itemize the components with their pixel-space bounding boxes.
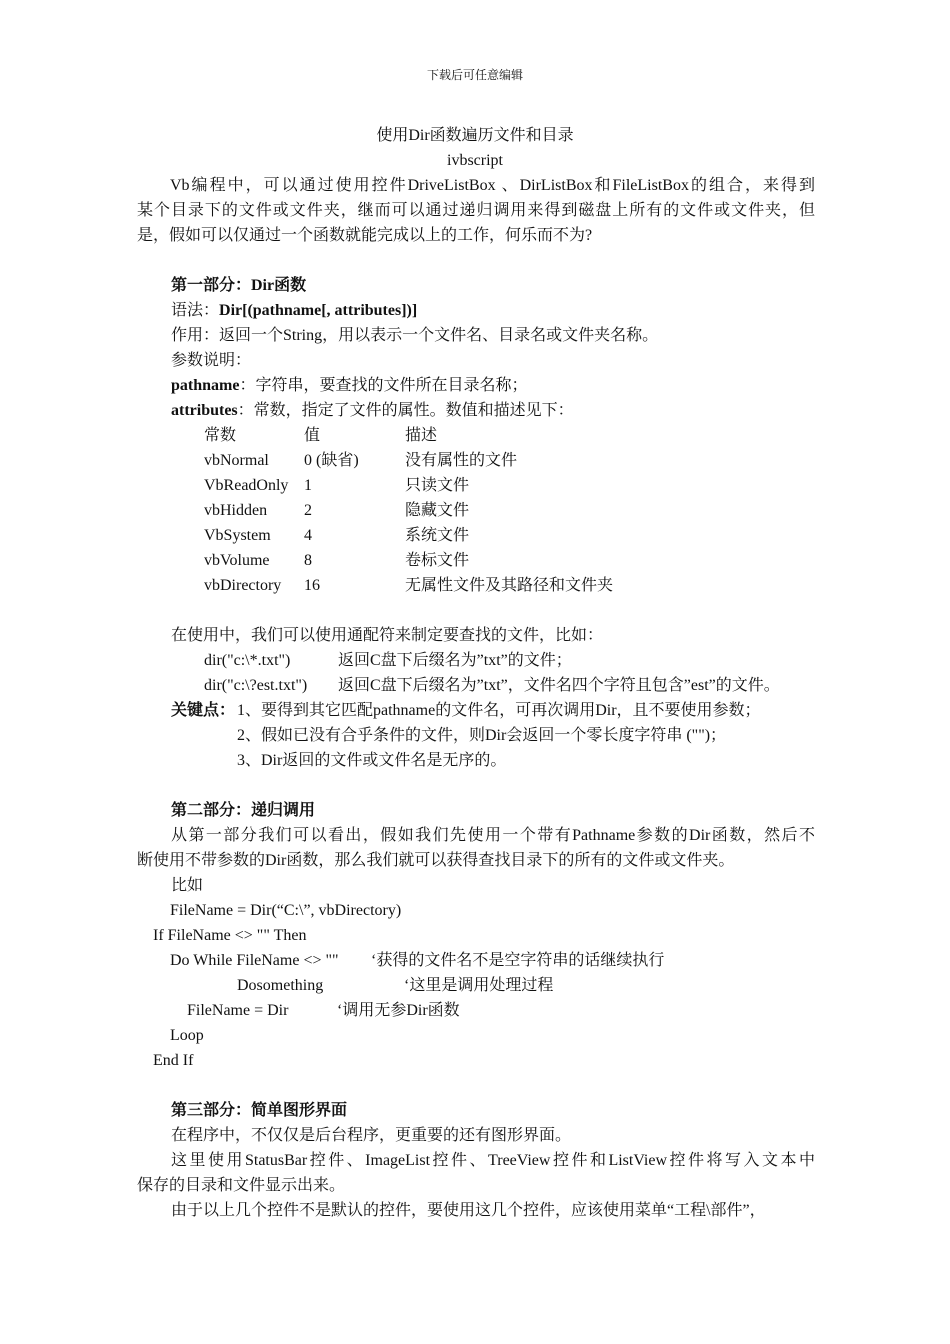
purpose-line: 作用：返回一个String，用以表示一个文件名、目录名或文件夹名称。 bbox=[171, 327, 659, 344]
example-label: 比如 bbox=[171, 877, 204, 894]
part3-paragraph-3: 由于以上几个控件不是默认的控件，要使用这几个控件，应该使用菜单“工程\部件”， bbox=[171, 1202, 766, 1219]
part2-paragraph-line-2: 断使用不带参数的Dir函数，那么我们就可以获得查找目录下的所有的文件或文件夹。 bbox=[137, 852, 735, 869]
part3-paragraph-2-line-2: 保存的目录和文件显示出来。 bbox=[137, 1177, 346, 1194]
syntax-value: Dir[(pathname[, attributes])] bbox=[219, 302, 418, 319]
key-point-label: 关键点： bbox=[171, 702, 236, 719]
part3-heading: 第三部分：简单图形界面 bbox=[171, 1102, 348, 1119]
table-header-constant: 常数 bbox=[204, 427, 237, 444]
code-line: End If bbox=[153, 1052, 194, 1069]
document-title: 使用Dir函数遍历文件和目录 bbox=[376, 127, 574, 144]
usage-line: 在使用中，我们可以使用通配符来制定要查找的文件，比如： bbox=[171, 627, 604, 644]
key-point-3: 3、Dir返回的文件或文件名是无序的。 bbox=[237, 752, 507, 769]
intro-line-3: 是，假如可以仅通过一个函数就能完成以上的工作，何乐而不为? bbox=[137, 227, 593, 244]
code-line: If FileName <> "" Then bbox=[153, 927, 307, 944]
intro-line-2: 某个目录下的文件或文件夹，继而可以通过递归调用来得到磁盘上所有的文件或文件夹，但 bbox=[137, 202, 815, 219]
code-line: FileName = Dir(“C:\”, vbDirectory) bbox=[170, 902, 402, 919]
part3-paragraph-2-line-1: 这里使用StatusBar控件、ImageList控件、TreeView控件和ListView控件将写入文本中 bbox=[171, 1152, 815, 1169]
part2-paragraph-line-1: 从第一部分我们可以看出，假如我们先使用一个带有Pathname参数的Dir函数，然后不 bbox=[171, 827, 815, 844]
key-point-2: 2、假如已没有合乎条件的文件，则Dir会返回一个零长度字符串 ("")； bbox=[237, 727, 727, 744]
code-comment: ‘获得的文件名不是空字符串的话继续执行 bbox=[371, 952, 665, 969]
intro-line-1: Vb编程中，可以通过使用控件DriveListBox 、DirListBox和FileListBox的组合，来得到 bbox=[170, 177, 815, 194]
part3-paragraph-1: 在程序中，不仅仅是后台程序，更重要的还有图形界面。 bbox=[171, 1127, 572, 1144]
syntax-line: 语法：Dir[(pathname[, attributes])] bbox=[171, 302, 418, 319]
code-comment: ‘调用无参Dir函数 bbox=[337, 1002, 460, 1019]
code-comment: ‘这里是调用处理过程 bbox=[404, 977, 554, 994]
table-header-value: 值 bbox=[304, 427, 321, 444]
params-label: 参数说明： bbox=[171, 352, 252, 369]
part2-heading: 第二部分：递归调用 bbox=[171, 802, 316, 819]
table-header-description: 描述 bbox=[405, 427, 438, 444]
code-line: Loop bbox=[170, 1027, 204, 1044]
part1-heading: 第一部分：Dir函数 bbox=[171, 277, 307, 294]
param-attributes: attributes：常数，指定了文件的属性。数值和描述见下： bbox=[171, 402, 574, 419]
document-author: ivbscript bbox=[447, 152, 503, 169]
page-header-note: 下载后可任意编辑 bbox=[426, 68, 523, 82]
param-pathname: pathname：字符串，要查找的文件所在目录名称； bbox=[171, 377, 528, 394]
